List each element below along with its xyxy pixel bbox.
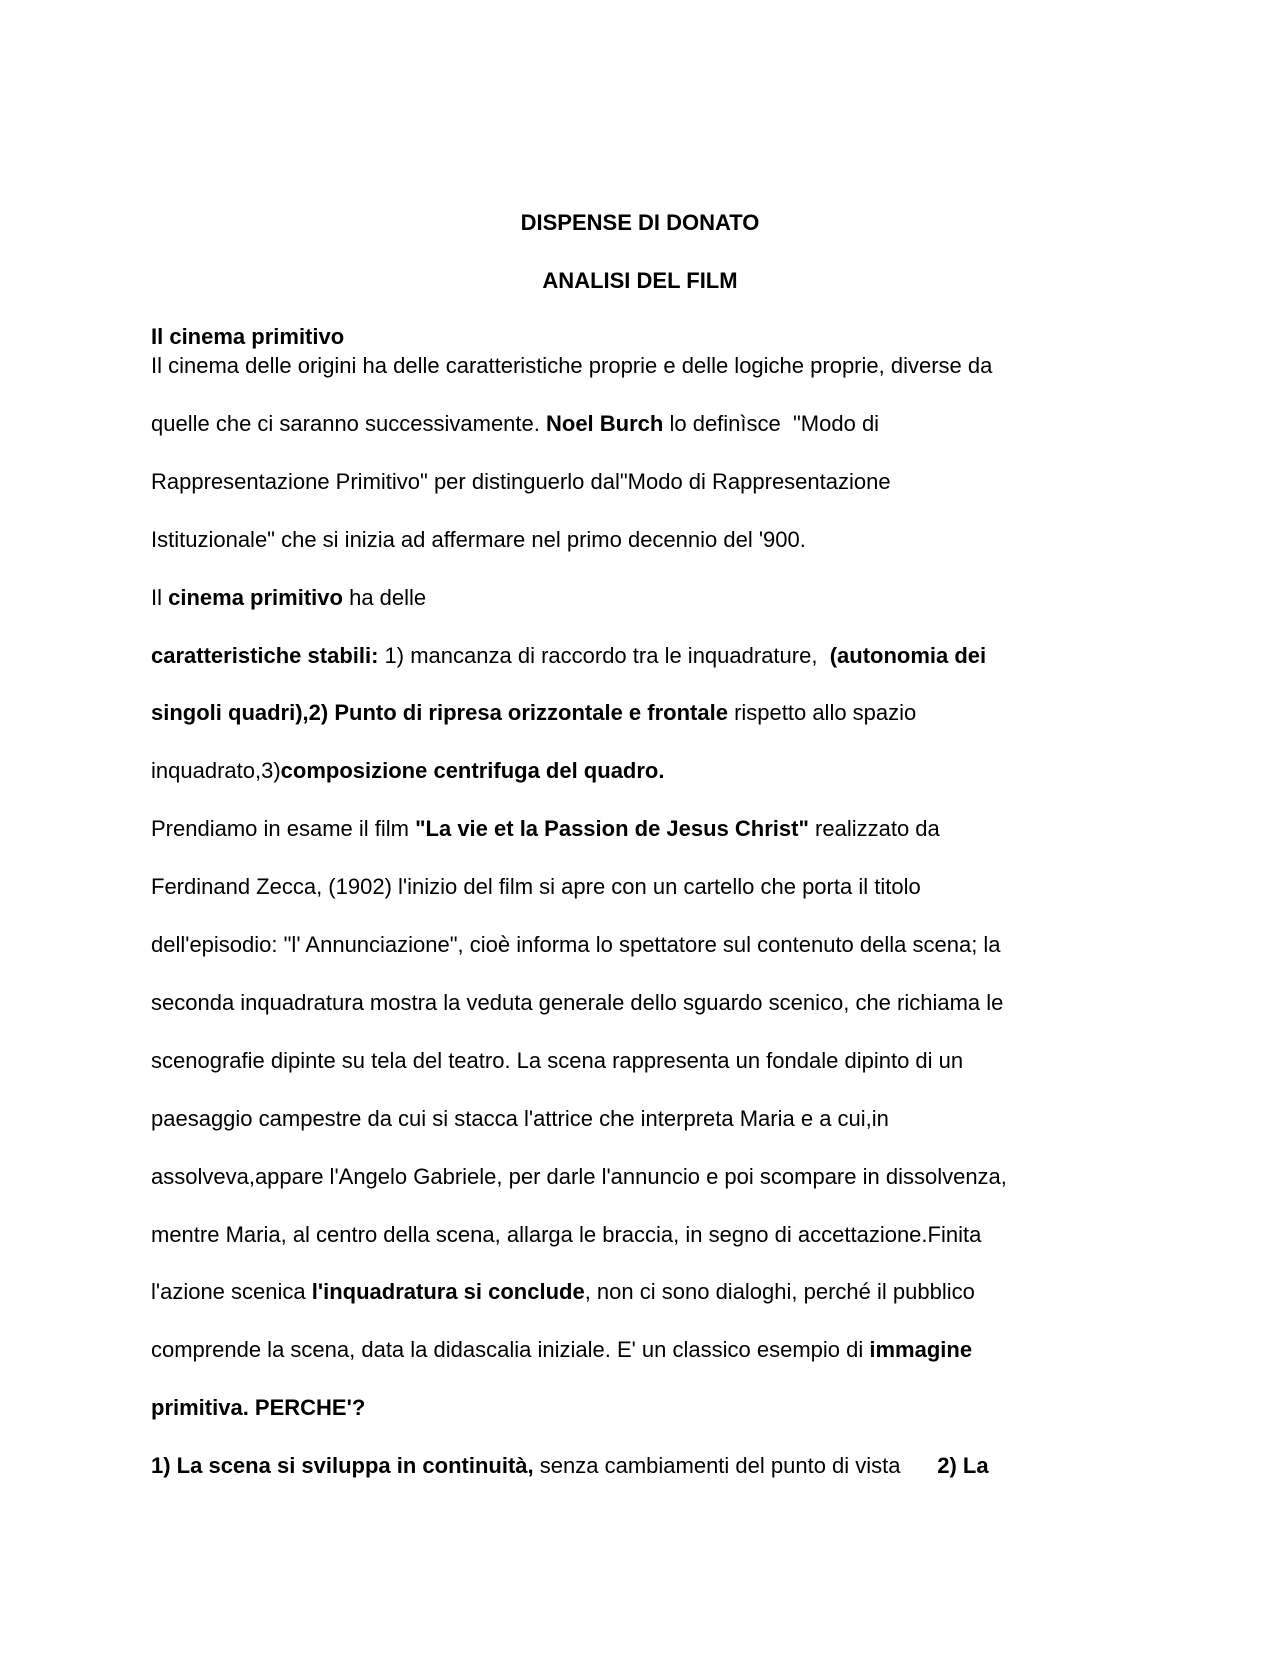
text-run: dell'episodio: "l' Annunciazione", cioè informa lo spettatore sul contenuto della scena; la xyxy=(151,932,1001,957)
text-line xyxy=(151,1222,981,1248)
text-run: scenografie dipinte su tela del teatro. La scena rappresenta un fondale dipinto di un xyxy=(151,1048,964,1073)
bold-text-run: l'inquadratura si conclude xyxy=(311,1279,585,1304)
text-run: , non ci sono dialoghi, perché il pubblico xyxy=(584,1279,975,1304)
bold-text-run: composizione centrifuga del quadro. xyxy=(280,758,665,783)
text-line xyxy=(151,816,940,842)
text-line xyxy=(151,758,664,784)
bold-text-run: (autonomia dei xyxy=(829,643,987,668)
section-heading: Il cinema primitivo xyxy=(151,324,345,349)
text-run: l'azione scenica xyxy=(151,1279,312,1304)
text-line xyxy=(151,1164,1007,1190)
text-line xyxy=(151,700,916,726)
bold-text-run: singoli quadri),2) Punto di ripresa orizzontale e frontale xyxy=(151,700,728,725)
text-run: Prendiamo in esame il film xyxy=(151,816,416,841)
bold-text-run: caratteristiche stabili: xyxy=(151,643,379,668)
text-run: Il xyxy=(151,585,169,610)
text-run: realizzato da xyxy=(808,816,940,841)
text-line xyxy=(151,1337,972,1363)
text-run: Ferdinand Zecca, (1902) l'inizio del film si apre con un cartello che porta il titolo xyxy=(151,874,921,899)
text-line xyxy=(151,411,879,437)
text-line xyxy=(151,353,992,379)
text-line xyxy=(151,1453,989,1479)
bold-text-run: 2) La xyxy=(937,1453,989,1478)
text-line xyxy=(151,527,806,553)
bold-text-run: 1) La scena si sviluppa in continuità, xyxy=(151,1453,534,1478)
text-line xyxy=(151,874,921,900)
text-line xyxy=(151,469,891,495)
bold-text-run: cinema primitivo xyxy=(168,585,343,610)
bold-text-run: immagine xyxy=(869,1337,973,1362)
text-run: assolveva,appare l'Angelo Gabriele, per darle l'annuncio e poi scompare in dissolvenza, xyxy=(151,1164,1007,1189)
text-line xyxy=(151,990,1003,1016)
bold-text-run: primitiva. PERCHE'? xyxy=(151,1395,366,1420)
text-run: Istituzionale" che si inizia ad affermare nel primo decennio del '900. xyxy=(151,527,806,552)
text-run: 1) mancanza di raccordo tra le inquadrature, xyxy=(378,643,830,668)
text-run: inquadrato,3) xyxy=(151,758,281,783)
text-line xyxy=(151,1048,963,1074)
text-line xyxy=(151,1279,975,1305)
document-subtitle: ANALISI DEL FILM xyxy=(542,268,738,293)
document-title: DISPENSE DI DONATO xyxy=(520,210,760,235)
bold-text-run: Noel Burch xyxy=(546,411,664,436)
text-run: quelle che ci saranno successivamente. xyxy=(151,411,546,436)
text-line xyxy=(151,1106,889,1132)
text-run: senza cambiamenti del punto di vista xyxy=(533,1453,938,1478)
text-line xyxy=(151,932,1001,958)
bold-text-run: "La vie et la Passion de Jesus Christ" xyxy=(415,816,809,841)
text-run: rispetto allo spazio xyxy=(727,700,917,725)
text-line xyxy=(151,643,986,669)
text-run: mentre Maria, al centro della scena, allarga le braccia, in segno di accettazione.Finita xyxy=(151,1222,982,1247)
text-run: lo definìsce "Modo di xyxy=(663,411,880,436)
text-line xyxy=(151,585,426,611)
text-run: ha delle xyxy=(342,585,427,610)
text-run: Il cinema delle origini ha delle caratteristiche proprie e delle logiche proprie, diverse da xyxy=(151,353,993,378)
text-run: Rappresentazione Primitivo" per distinguerlo dal"Modo di Rappresentazione xyxy=(151,469,891,494)
text-run: seconda inquadratura mostra la veduta generale dello sguardo scenico, che richiama le xyxy=(151,990,1004,1015)
text-run: paesaggio campestre da cui si stacca l'attrice che interpreta Maria e a cui,in xyxy=(151,1106,889,1131)
text-run: comprende la scena, data la didascalia iniziale. E' un classico esempio di xyxy=(151,1337,870,1362)
text-line xyxy=(151,1395,365,1421)
